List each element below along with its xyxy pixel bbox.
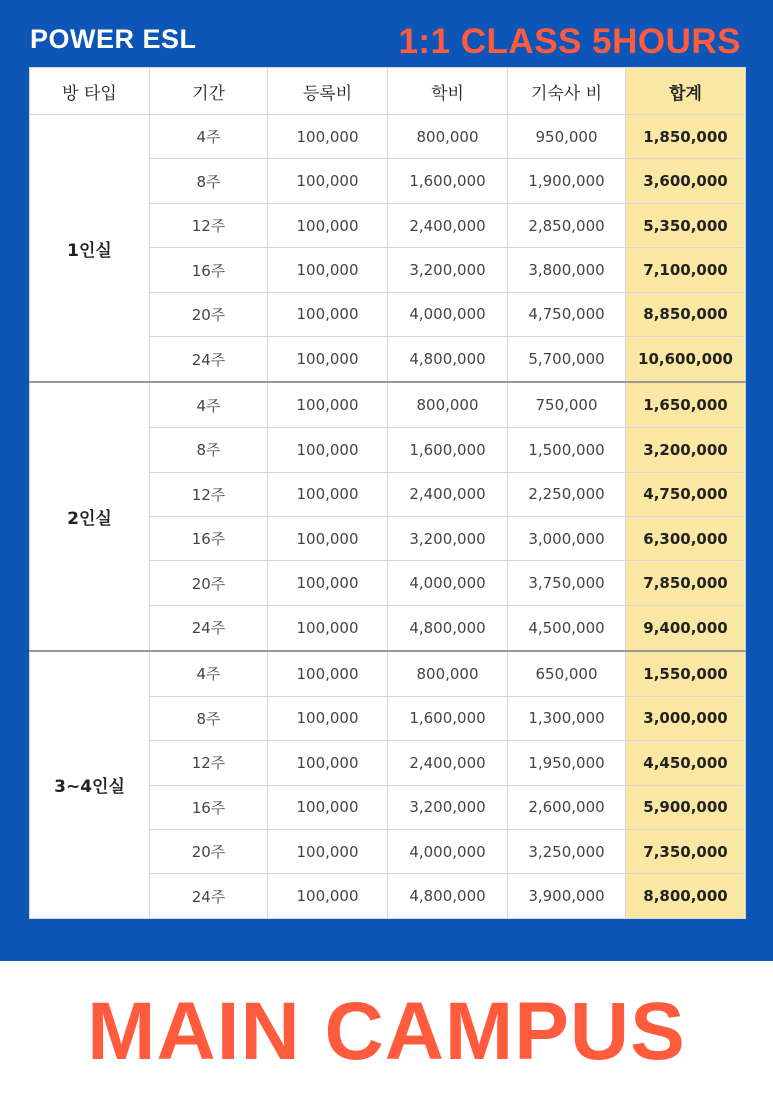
dormitory-fee-cell: 1,300,000 [508,696,626,740]
total-cell: 7,350,000 [626,830,746,874]
duration-cell: 12주 [150,472,268,516]
tuition-cell: 4,800,000 [388,337,508,382]
registration-fee-cell: 100,000 [268,561,388,605]
total-cell: 1,650,000 [626,382,746,427]
class-headline: 1:1 CLASS 5HOURS [398,22,741,61]
tuition-cell: 4,800,000 [388,605,508,650]
registration-fee-cell: 100,000 [268,382,388,427]
tuition-cell: 800,000 [388,382,508,427]
col-registration-fee: 등록비 [268,68,388,115]
duration-cell: 4주 [150,382,268,427]
dormitory-fee-cell: 1,950,000 [508,741,626,785]
duration-cell: 16주 [150,785,268,829]
dormitory-fee-cell: 3,900,000 [508,874,626,919]
total-cell: 4,450,000 [626,741,746,785]
total-cell: 5,900,000 [626,785,746,829]
price-table [29,67,746,919]
registration-fee-cell: 100,000 [268,696,388,740]
duration-cell: 20주 [150,292,268,336]
duration-cell: 12주 [150,741,268,785]
registration-fee-cell: 100,000 [268,605,388,650]
dormitory-fee-cell: 3,000,000 [508,516,626,560]
registration-fee-cell: 100,000 [268,337,388,382]
registration-fee-cell: 100,000 [268,651,388,696]
main-campus-title: MAIN CAMPUS [87,986,686,1077]
room-type-cell: 2인실 [30,382,150,651]
dormitory-fee-cell: 5,700,000 [508,337,626,382]
col-tuition: 학비 [388,68,508,115]
total-cell: 10,600,000 [626,337,746,382]
tuition-cell: 800,000 [388,115,508,159]
duration-cell: 24주 [150,605,268,650]
table-row [30,382,746,427]
dormitory-fee-cell: 1,900,000 [508,159,626,203]
duration-cell: 8주 [150,159,268,203]
tuition-cell: 4,000,000 [388,830,508,874]
tuition-cell: 2,400,000 [388,203,508,247]
registration-fee-cell: 100,000 [268,830,388,874]
total-cell: 8,850,000 [626,292,746,336]
duration-cell: 12주 [150,203,268,247]
col-total: 합계 [626,68,746,115]
col-duration: 기간 [150,68,268,115]
registration-fee-cell: 100,000 [268,785,388,829]
tuition-cell: 3,200,000 [388,516,508,560]
total-cell: 6,300,000 [626,516,746,560]
total-cell: 9,400,000 [626,605,746,650]
tuition-cell: 3,200,000 [388,248,508,292]
dormitory-fee-cell: 2,600,000 [508,785,626,829]
room-type-cell: 1인실 [30,115,150,383]
registration-fee-cell: 100,000 [268,428,388,472]
registration-fee-cell: 100,000 [268,115,388,159]
tuition-cell: 1,600,000 [388,159,508,203]
total-cell: 3,200,000 [626,428,746,472]
total-cell: 1,850,000 [626,115,746,159]
dormitory-fee-cell: 3,800,000 [508,248,626,292]
duration-cell: 24주 [150,337,268,382]
header-row [30,68,746,115]
tuition-cell: 3,200,000 [388,785,508,829]
dormitory-fee-cell: 3,750,000 [508,561,626,605]
total-cell: 5,350,000 [626,203,746,247]
total-cell: 8,800,000 [626,874,746,919]
table-row [30,651,746,696]
registration-fee-cell: 100,000 [268,159,388,203]
registration-fee-cell: 100,000 [268,874,388,919]
duration-cell: 20주 [150,830,268,874]
dormitory-fee-cell: 4,500,000 [508,605,626,650]
dormitory-fee-cell: 3,250,000 [508,830,626,874]
table-row [30,115,746,159]
dormitory-fee-cell: 1,500,000 [508,428,626,472]
registration-fee-cell: 100,000 [268,516,388,560]
dormitory-fee-cell: 950,000 [508,115,626,159]
tuition-cell: 2,400,000 [388,741,508,785]
registration-fee-cell: 100,000 [268,248,388,292]
duration-cell: 16주 [150,248,268,292]
col-room-type: 방 타입 [30,68,150,115]
tuition-cell: 4,800,000 [388,874,508,919]
tuition-cell: 800,000 [388,651,508,696]
total-cell: 1,550,000 [626,651,746,696]
duration-cell: 24주 [150,874,268,919]
tuition-cell: 4,000,000 [388,292,508,336]
total-cell: 3,600,000 [626,159,746,203]
price-table-body [30,115,746,919]
dormitory-fee-cell: 650,000 [508,651,626,696]
registration-fee-cell: 100,000 [268,292,388,336]
duration-cell: 4주 [150,115,268,159]
tuition-cell: 1,600,000 [388,428,508,472]
dormitory-fee-cell: 750,000 [508,382,626,427]
dormitory-fee-cell: 2,850,000 [508,203,626,247]
dormitory-fee-cell: 2,250,000 [508,472,626,516]
duration-cell: 16주 [150,516,268,560]
registration-fee-cell: 100,000 [268,741,388,785]
registration-fee-cell: 100,000 [268,203,388,247]
dormitory-fee-cell: 4,750,000 [508,292,626,336]
total-cell: 3,000,000 [626,696,746,740]
total-cell: 7,850,000 [626,561,746,605]
tuition-cell: 1,600,000 [388,696,508,740]
registration-fee-cell: 100,000 [268,472,388,516]
duration-cell: 8주 [150,428,268,472]
brand-logo: POWER ESL [30,24,197,54]
duration-cell: 8주 [150,696,268,740]
total-cell: 4,750,000 [626,472,746,516]
tuition-cell: 4,000,000 [388,561,508,605]
duration-cell: 20주 [150,561,268,605]
total-cell: 7,100,000 [626,248,746,292]
col-dormitory-fee: 기숙사 비 [508,68,626,115]
duration-cell: 4주 [150,651,268,696]
tuition-cell: 2,400,000 [388,472,508,516]
room-type-cell: 3~4인실 [30,651,150,919]
